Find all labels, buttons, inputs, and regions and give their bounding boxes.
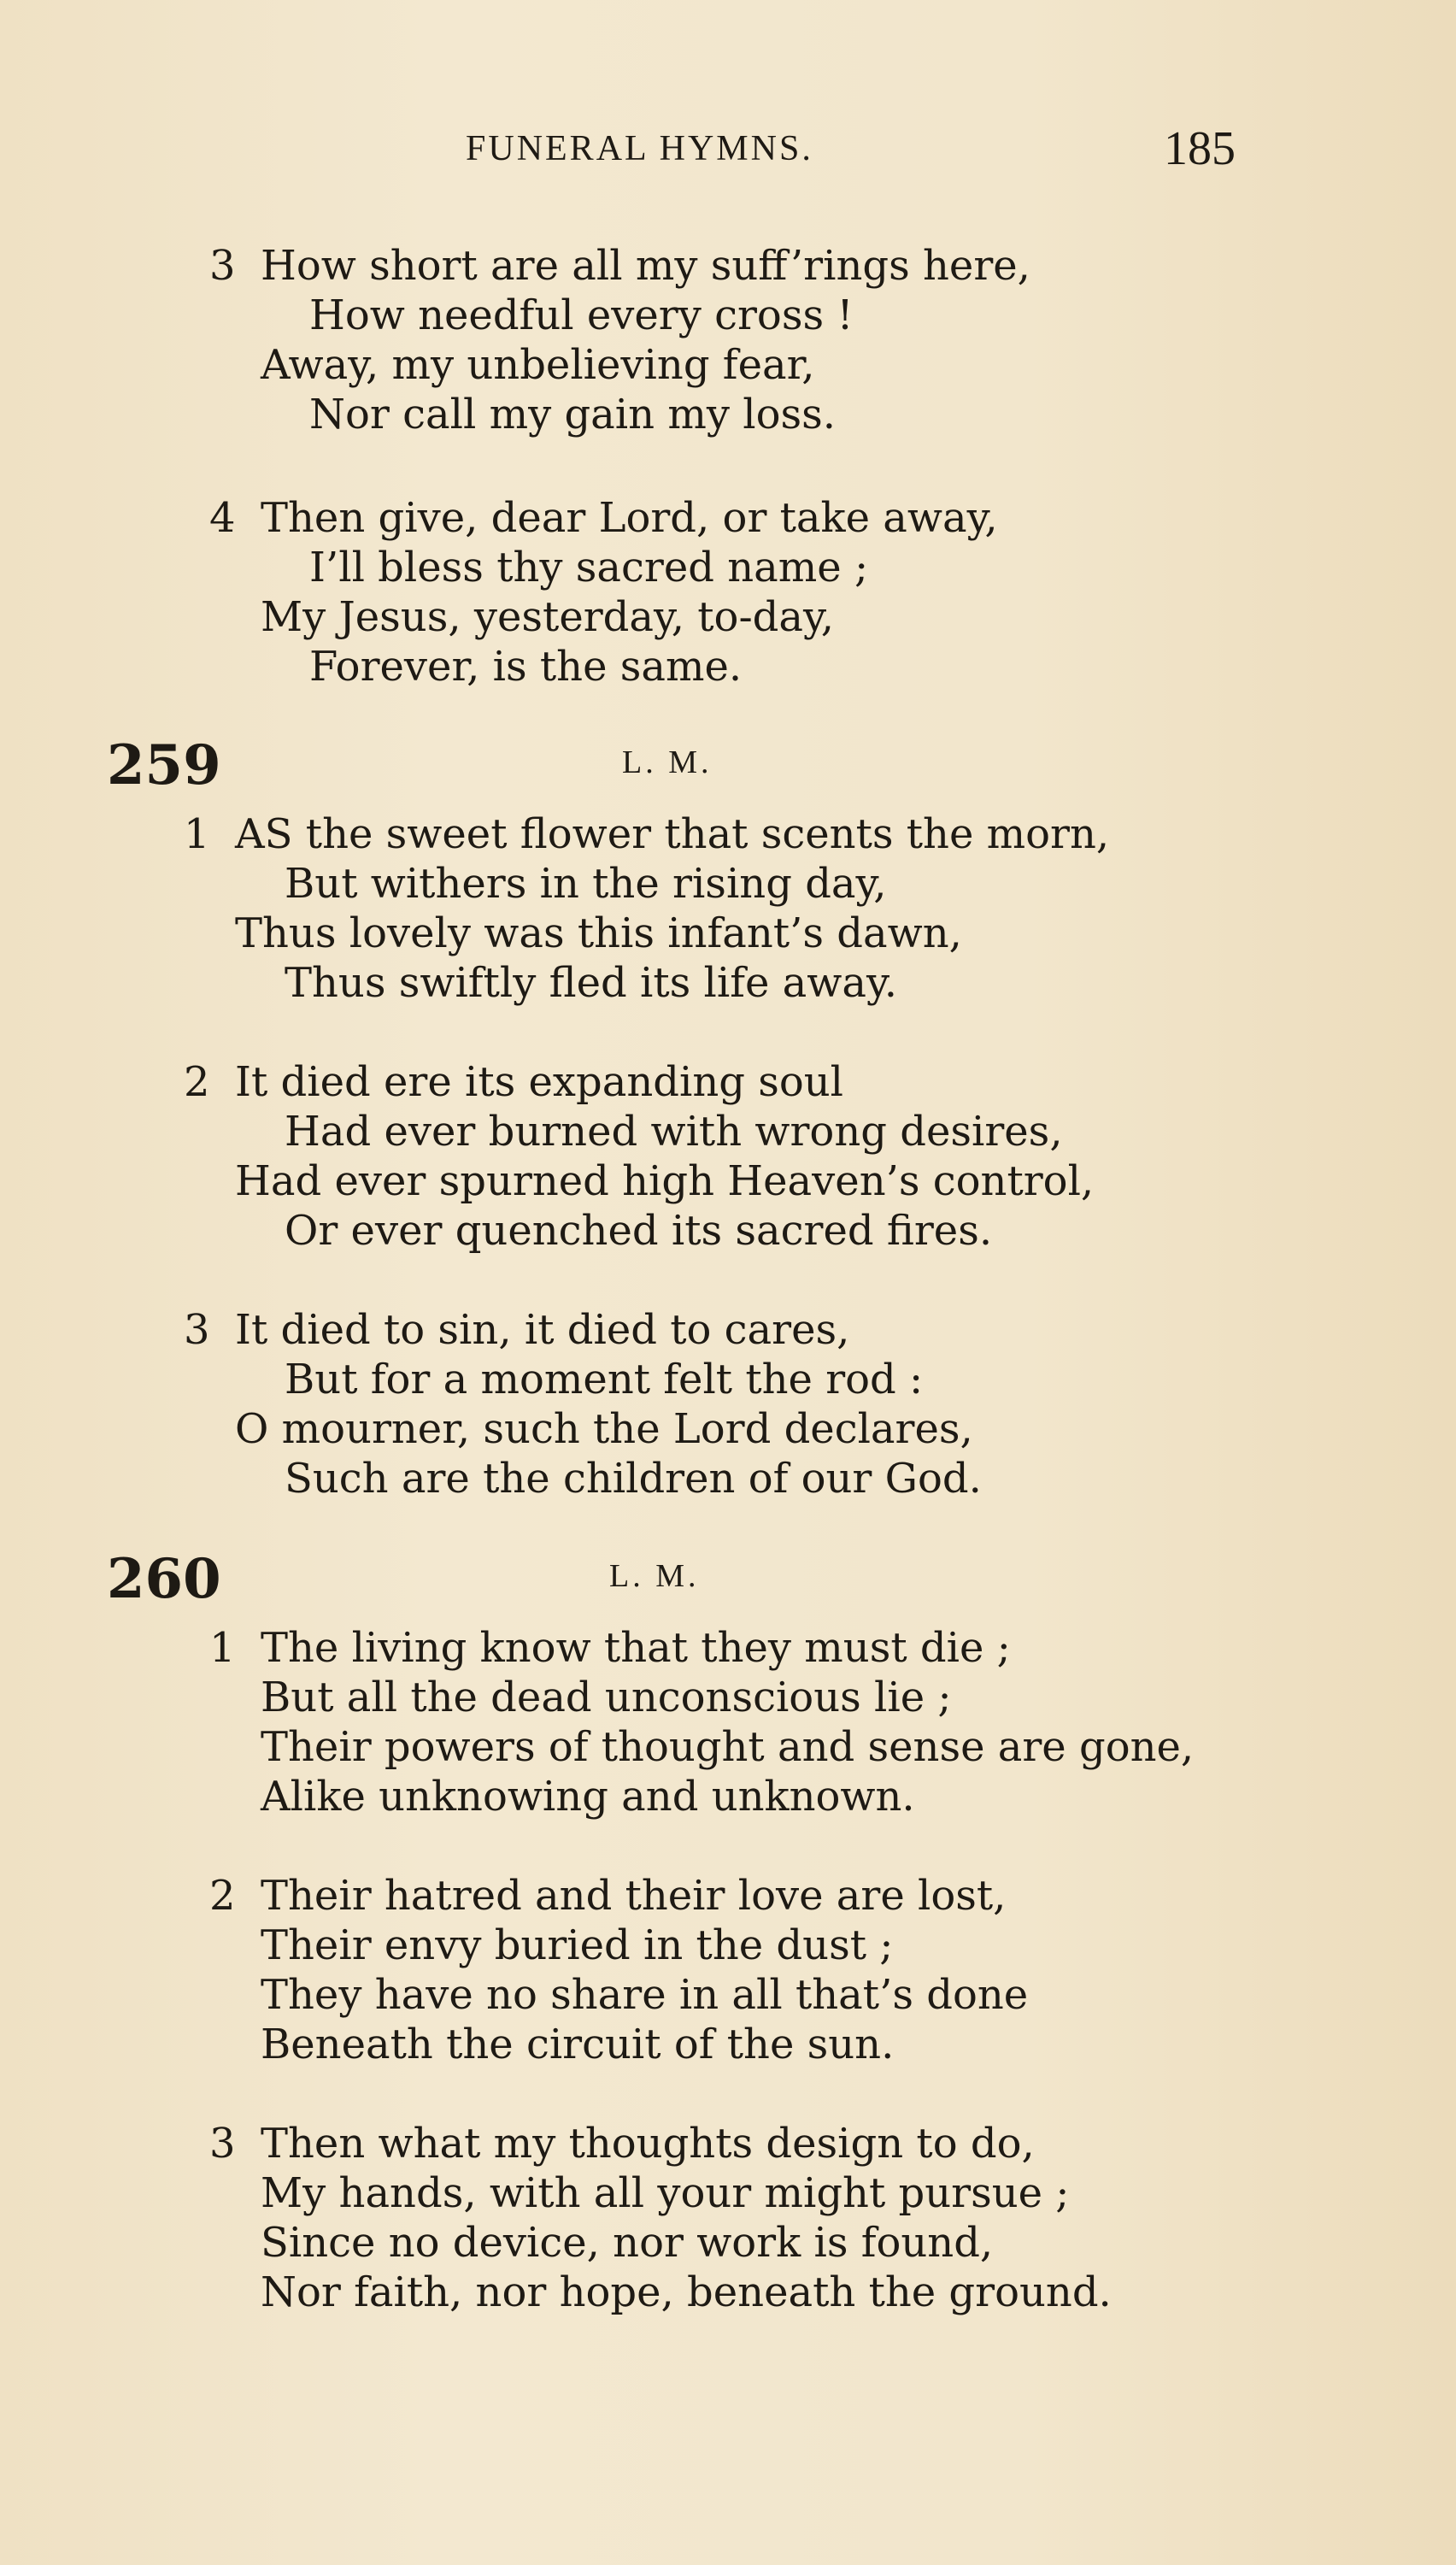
verse-line: Nor call my gain my loss. — [309, 391, 836, 438]
verse-line: Their envy buried in the dust ; — [261, 1921, 894, 1969]
verse-line: Their hatred and their love are lost, — [261, 1872, 1007, 1920]
verse-line: Had ever spurned high Heaven’s control, — [235, 1157, 1095, 1205]
verse-number: 3 — [184, 1306, 210, 1354]
verse-line: How needful every cross ! — [309, 291, 854, 339]
verse-line: Thus swiftly fled its life away. — [285, 959, 897, 1007]
verse-line: My Jesus, yesterday, to-day, — [261, 593, 835, 641]
verse-line: Forever, is the same. — [309, 643, 743, 691]
verse-line: The living know that they must die ; — [261, 1624, 1011, 1672]
verse-line: Their powers of thought and sense are gone, — [261, 1723, 1195, 1771]
verse-line: But all the dead unconscious lie ; — [261, 1674, 952, 1721]
verse-line: How short are all my suff’rings here, — [261, 242, 1030, 290]
verse-number: 4 — [209, 494, 236, 542]
hymn-meter: L. M. — [622, 744, 713, 780]
verse-line: Nor faith, nor hope, beneath the ground. — [261, 2268, 1112, 2316]
verse-line: Then what my thoughts design to do, — [261, 2120, 1035, 2168]
verse-number: 2 — [184, 1058, 210, 1106]
verse-line: Thus lovely was this infant’s dawn, — [235, 909, 962, 957]
verse-line: Or ever quenched its sacred fires. — [285, 1207, 993, 1255]
verse-line: It died to sin, it died to cares, — [235, 1306, 850, 1354]
verse-number: 2 — [209, 1872, 236, 1920]
verse-line: Then give, dear Lord, or take away, — [261, 494, 998, 542]
verse-line: But for a moment felt the rod : — [285, 1356, 924, 1403]
verse-number: 1 — [209, 1624, 236, 1672]
verse-number: 3 — [209, 242, 236, 290]
verse-line: But withers in the rising day, — [285, 860, 887, 908]
hymn-meter: L. M. — [609, 1558, 700, 1594]
verse-line: Had ever burned with wrong desires, — [285, 1108, 1063, 1156]
verse-line: My hands, with all your might pursue ; — [261, 2169, 1070, 2217]
verse-line: Since no device, nor work is found, — [261, 2219, 994, 2267]
verse-line: They have no share in all that’s done — [261, 1971, 1029, 2019]
hymn-number: 260 — [107, 1547, 221, 1611]
verse-line: I’ll bless thy sacred name ; — [309, 544, 869, 591]
verse-line: Beneath the circuit of the sun. — [261, 2021, 895, 2068]
verse-line: Such are the children of our God. — [285, 1455, 982, 1503]
verse-line: Alike unknowing and unknown. — [261, 1773, 915, 1821]
verse-line: AS the sweet flower that scents the morn, — [235, 810, 1110, 858]
running-head: FUNERAL HYMNS. — [466, 129, 813, 168]
page-number: 185 — [1164, 122, 1236, 175]
verse-line: It died ere its expanding soul — [235, 1058, 844, 1106]
verse-number: 1 — [184, 810, 210, 858]
verse-line: O mourner, such the Lord declares, — [235, 1405, 973, 1453]
hymn-number: 259 — [107, 733, 221, 797]
verse-line: Away, my unbelieving fear, — [261, 341, 815, 389]
verse-number: 3 — [209, 2120, 236, 2168]
